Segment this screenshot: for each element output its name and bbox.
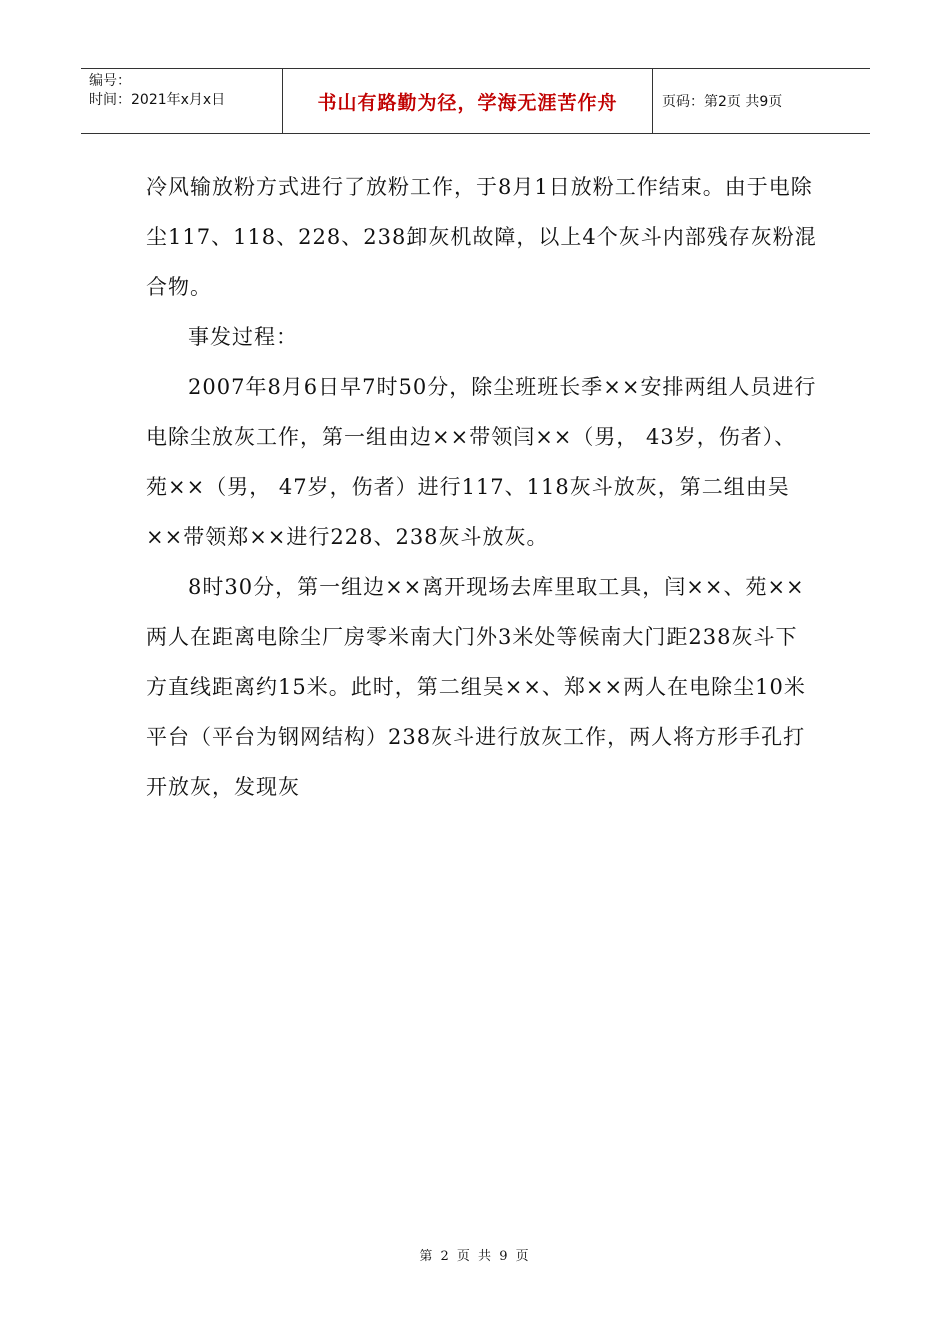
paragraph: 8时30分，第一组边××离开现场去库里取工具，闫××、苑××两人在距离电除尘厂房零米南大门外3米处等候南大门距238灰斗下方直线距离约15米。此时，第二组吴××、郑××两人在电除尘10米平台（平台为钢网结构）238灰斗进行放灰工作，两人将方形手孔打开放灰，发现灰 (146, 575, 806, 799)
page-header (81, 68, 870, 134)
document-number-label: 编号： (89, 73, 131, 89)
page-footer: 第 2 页 共 9 页 (419, 1249, 531, 1264)
header-motto: 书山有路勤为径，学海无涯苦作舟 (283, 69, 653, 133)
header-page-code: 页码：第2页 共9页 (662, 94, 783, 110)
section-heading: 事发过程： (188, 325, 298, 349)
header-meta (81, 69, 283, 133)
paragraph: 冷风输放粉方式进行了放粉工作，于8月1日放粉工作结束。由于电除尘117、118、228、238卸灰机故障，以上4个灰斗内部残存灰粉混合物。 (146, 175, 817, 299)
document-date: 时间：2021年x月x日 (89, 92, 226, 108)
document-body (146, 162, 818, 812)
paragraph: 2007年8月6日早7时50分，除尘班班长季××安排两组人员进行电除尘放灰工作，第一组由边××带领闫××（男， 43岁，伤者）、苑××（男， 47岁，伤者）进行117、118灰斗放灰，第二组由吴××带领郑××进行228、238灰斗放灰。 (146, 375, 817, 549)
